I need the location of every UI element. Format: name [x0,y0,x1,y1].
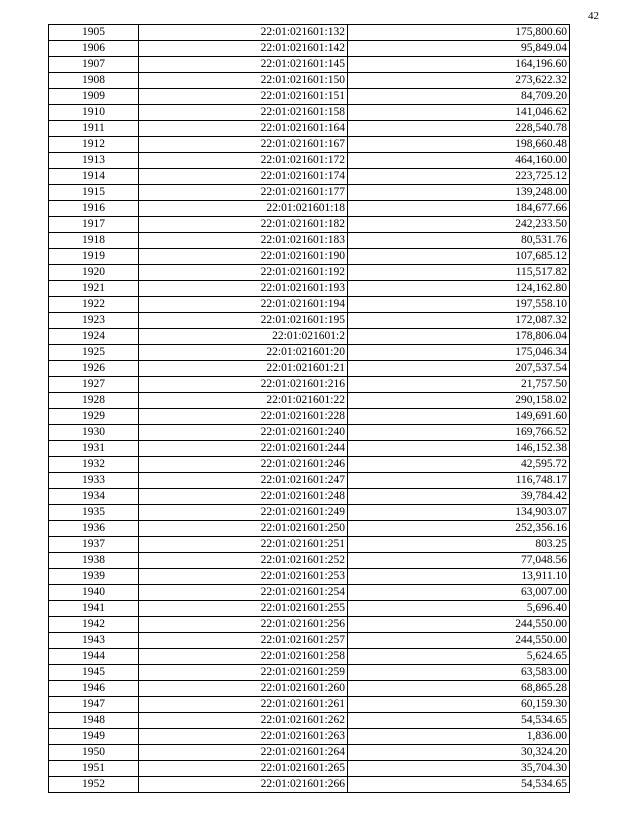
table-row [49,777,570,793]
cadastral-number: 22:01:021601:262 [139,713,348,729]
table-row [49,169,570,185]
table-row [49,441,570,457]
cadastral-number: 22:01:021601:228 [139,409,348,425]
row-number: 1926 [49,361,139,377]
table-row [49,665,570,681]
cadastral-value: 63,007.00 [348,585,570,601]
row-number: 1907 [49,57,139,73]
cadastral-number: 22:01:021601:255 [139,601,348,617]
row-number: 1952 [49,777,139,793]
cadastral-number: 22:01:021601:150 [139,73,348,89]
table-row [49,377,570,393]
cadastral-number: 22:01:021601:190 [139,249,348,265]
cadastral-value: 184,677.66 [348,201,570,217]
row-number: 1914 [49,169,139,185]
cadastral-value: 139,248.00 [348,185,570,201]
table-row [49,745,570,761]
row-number: 1913 [49,153,139,169]
cadastral-value-table [48,24,570,793]
cadastral-value: 175,046.34 [348,345,570,361]
row-number: 1933 [49,473,139,489]
table-row [49,697,570,713]
row-number: 1922 [49,297,139,313]
row-number: 1948 [49,713,139,729]
table-row [49,713,570,729]
cadastral-number: 22:01:021601:261 [139,697,348,713]
cadastral-number: 22:01:021601:251 [139,537,348,553]
table-row [49,457,570,473]
table-row [49,393,570,409]
cadastral-number: 22:01:021601:174 [139,169,348,185]
row-number: 1917 [49,217,139,233]
table-row [49,521,570,537]
table-row [49,553,570,569]
cadastral-value: 115,517.82 [348,265,570,281]
row-number: 1921 [49,281,139,297]
cadastral-value: 175,800.60 [348,25,570,41]
cadastral-value: 124,162.80 [348,281,570,297]
cadastral-number: 22:01:021601:260 [139,681,348,697]
cadastral-value: 54,534.65 [348,713,570,729]
cadastral-value: 13,911.10 [348,569,570,585]
cadastral-value: 60,159.30 [348,697,570,713]
table-row [49,57,570,73]
table-row [49,649,570,665]
table-row [49,137,570,153]
cadastral-number: 22:01:021601:256 [139,617,348,633]
table-row [49,41,570,57]
row-number: 1940 [49,585,139,601]
cadastral-number: 22:01:021601:151 [139,89,348,105]
cadastral-number: 22:01:021601:2 [139,329,348,345]
table-row [49,265,570,281]
cadastral-number: 22:01:021601:265 [139,761,348,777]
table-row [49,505,570,521]
cadastral-number: 22:01:021601:253 [139,569,348,585]
cadastral-number: 22:01:021601:266 [139,777,348,793]
table-body [49,25,570,793]
table-row [49,25,570,41]
cadastral-number: 22:01:021601:257 [139,633,348,649]
row-number: 1905 [49,25,139,41]
row-number: 1906 [49,41,139,57]
cadastral-value: 134,903.07 [348,505,570,521]
row-number: 1938 [49,553,139,569]
table-row [49,409,570,425]
cadastral-value: 80,531.76 [348,233,570,249]
table-row [49,185,570,201]
table-row [49,585,570,601]
row-number: 1932 [49,457,139,473]
cadastral-number: 22:01:021601:164 [139,121,348,137]
cadastral-number: 22:01:021601:259 [139,665,348,681]
row-number: 1910 [49,105,139,121]
cadastral-value: 35,704.30 [348,761,570,777]
row-number: 1951 [49,761,139,777]
cadastral-value: 5,696.40 [348,601,570,617]
cadastral-number: 22:01:021601:249 [139,505,348,521]
cadastral-value: 169,766.52 [348,425,570,441]
table-row [49,425,570,441]
table-row [49,297,570,313]
row-number: 1919 [49,249,139,265]
row-number: 1936 [49,521,139,537]
cadastral-value: 244,550.00 [348,617,570,633]
cadastral-number: 22:01:021601:263 [139,729,348,745]
row-number: 1924 [49,329,139,345]
cadastral-number: 22:01:021601:250 [139,521,348,537]
cadastral-number: 22:01:021601:167 [139,137,348,153]
table-row [49,217,570,233]
table-row [49,617,570,633]
cadastral-value: 63,583.00 [348,665,570,681]
cadastral-number: 22:01:021601:21 [139,361,348,377]
table-row [49,489,570,505]
cadastral-number: 22:01:021601:183 [139,233,348,249]
table-row [49,121,570,137]
cadastral-value: 803.25 [348,537,570,553]
table-row [49,537,570,553]
cadastral-number: 22:01:021601:247 [139,473,348,489]
cadastral-value: 464,160.00 [348,153,570,169]
table-row [49,729,570,745]
cadastral-value: 141,046.62 [348,105,570,121]
cadastral-value: 42,595.72 [348,457,570,473]
cadastral-value: 223,725.12 [348,169,570,185]
cadastral-value: 107,685.12 [348,249,570,265]
cadastral-number: 22:01:021601:142 [139,41,348,57]
table-row [49,681,570,697]
row-number: 1935 [49,505,139,521]
row-number: 1918 [49,233,139,249]
cadastral-number: 22:01:021601:177 [139,185,348,201]
cadastral-number: 22:01:021601:193 [139,281,348,297]
cadastral-number: 22:01:021601:195 [139,313,348,329]
cadastral-value: 5,624.65 [348,649,570,665]
row-number: 1939 [49,569,139,585]
table-row [49,473,570,489]
cadastral-number: 22:01:021601:172 [139,153,348,169]
cadastral-value: 273,622.32 [348,73,570,89]
row-number: 1943 [49,633,139,649]
row-number: 1928 [49,393,139,409]
table-row [49,201,570,217]
cadastral-number: 22:01:021601:252 [139,553,348,569]
cadastral-number: 22:01:021601:158 [139,105,348,121]
table-row [49,313,570,329]
cadastral-value: 30,324.20 [348,745,570,761]
cadastral-value: 164,196.60 [348,57,570,73]
cadastral-number: 22:01:021601:258 [139,649,348,665]
cadastral-number: 22:01:021601:22 [139,393,348,409]
table-row [49,89,570,105]
cadastral-value: 54,534.65 [348,777,570,793]
row-number: 1941 [49,601,139,617]
row-number: 1916 [49,201,139,217]
table-row [49,105,570,121]
cadastral-number: 22:01:021601:192 [139,265,348,281]
row-number: 1923 [49,313,139,329]
row-number: 1931 [49,441,139,457]
table-row [49,361,570,377]
cadastral-value: 178,806.04 [348,329,570,345]
cadastral-number: 22:01:021601:254 [139,585,348,601]
row-number: 1947 [49,697,139,713]
row-number: 1949 [49,729,139,745]
page-number: 42 [588,10,599,22]
cadastral-value: 68,865.28 [348,681,570,697]
row-number: 1911 [49,121,139,137]
row-number: 1927 [49,377,139,393]
cadastral-value: 172,087.32 [348,313,570,329]
cadastral-number: 22:01:021601:246 [139,457,348,473]
row-number: 1945 [49,665,139,681]
cadastral-number: 22:01:021601:216 [139,377,348,393]
cadastral-number: 22:01:021601:18 [139,201,348,217]
table-row [49,329,570,345]
cadastral-value: 149,691.60 [348,409,570,425]
row-number: 1946 [49,681,139,697]
table-row [49,73,570,89]
row-number: 1937 [49,537,139,553]
cadastral-value: 39,784.42 [348,489,570,505]
cadastral-value: 77,048.56 [348,553,570,569]
cadastral-value: 1,836.00 [348,729,570,745]
cadastral-value: 95,849.04 [348,41,570,57]
row-number: 1934 [49,489,139,505]
table-row [49,761,570,777]
row-number: 1908 [49,73,139,89]
table-row [49,345,570,361]
row-number: 1930 [49,425,139,441]
row-number: 1929 [49,409,139,425]
cadastral-number: 22:01:021601:248 [139,489,348,505]
table-row [49,153,570,169]
cadastral-value: 116,748.17 [348,473,570,489]
cadastral-number: 22:01:021601:244 [139,441,348,457]
table-row [49,633,570,649]
cadastral-value: 197,558.10 [348,297,570,313]
table-row [49,569,570,585]
cadastral-number: 22:01:021601:132 [139,25,348,41]
table-row [49,233,570,249]
cadastral-value: 146,152.38 [348,441,570,457]
cadastral-value: 252,356.16 [348,521,570,537]
row-number: 1950 [49,745,139,761]
table-row [49,281,570,297]
cadastral-value: 84,709.20 [348,89,570,105]
cadastral-number: 22:01:021601:182 [139,217,348,233]
cadastral-value: 198,660.48 [348,137,570,153]
table-row [49,601,570,617]
row-number: 1912 [49,137,139,153]
cadastral-number: 22:01:021601:20 [139,345,348,361]
row-number: 1909 [49,89,139,105]
table-row [49,249,570,265]
cadastral-number: 22:01:021601:264 [139,745,348,761]
cadastral-value: 228,540.78 [348,121,570,137]
cadastral-value: 21,757.50 [348,377,570,393]
cadastral-number: 22:01:021601:240 [139,425,348,441]
cadastral-number: 22:01:021601:145 [139,57,348,73]
cadastral-number: 22:01:021601:194 [139,297,348,313]
cadastral-value: 290,158.02 [348,393,570,409]
row-number: 1942 [49,617,139,633]
row-number: 1915 [49,185,139,201]
row-number: 1925 [49,345,139,361]
cadastral-value: 207,537.54 [348,361,570,377]
row-number: 1920 [49,265,139,281]
cadastral-value: 242,233.50 [348,217,570,233]
row-number: 1944 [49,649,139,665]
cadastral-value: 244,550.00 [348,633,570,649]
